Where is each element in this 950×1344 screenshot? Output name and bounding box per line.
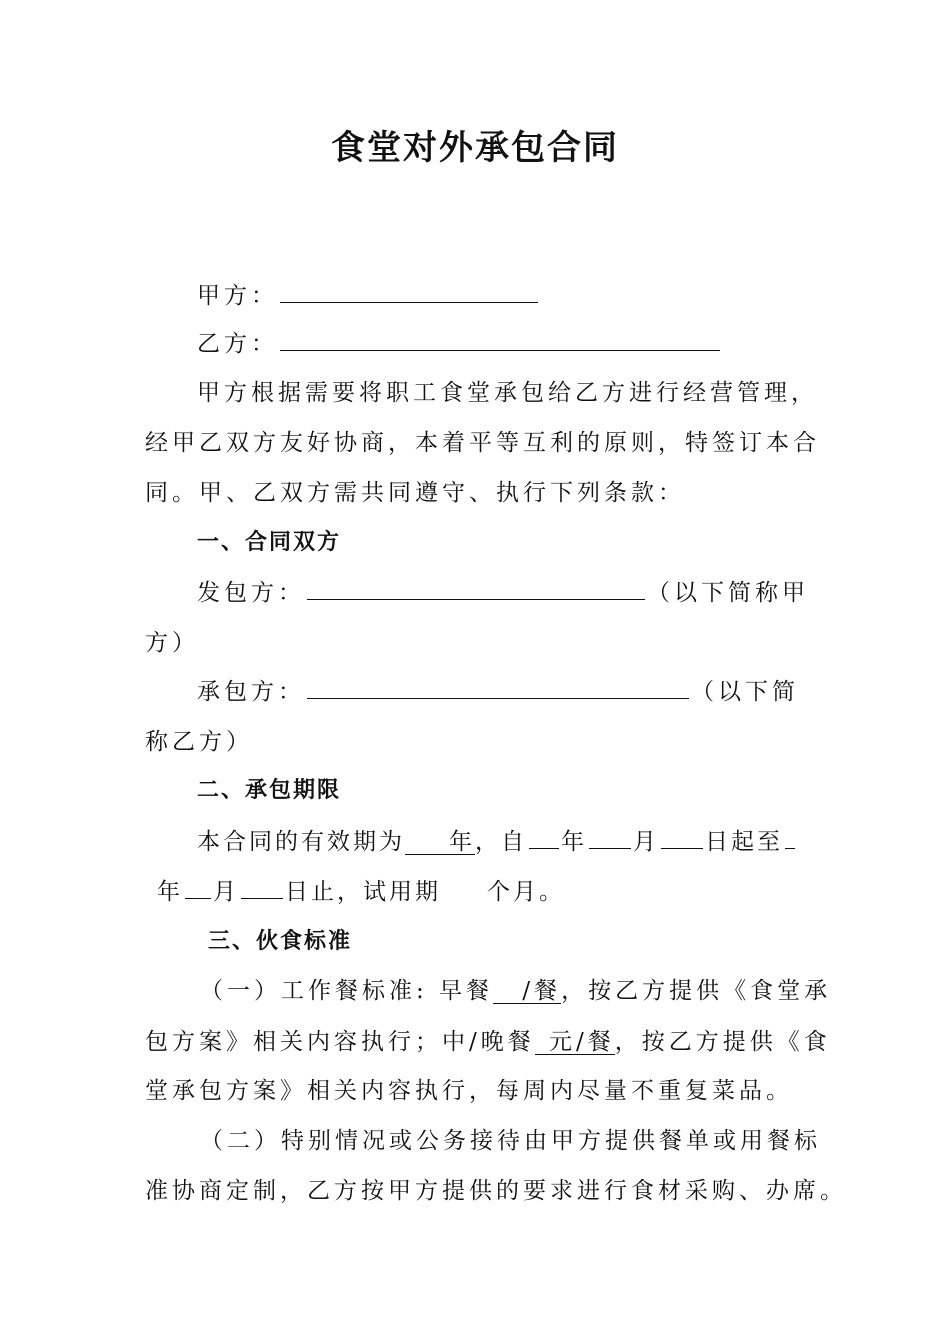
meal-lunch-label: 包方案》相关内容执行；中/晚餐 [145,1029,535,1055]
start-year-blank[interactable] [529,826,559,849]
term-years-field[interactable] [405,830,475,855]
party-b-line [197,328,877,360]
meal-line-3: 堂承包方案》相关内容执行，每周内尽量不重复菜品。 [145,1078,793,1104]
contractee-blank[interactable] [307,676,689,699]
contractor-blank[interactable] [307,577,645,600]
contractor-suffix: （以下简称甲 [647,580,809,606]
start-day-unit: 日起至 [705,829,783,855]
contractee-label: 承包方： [197,679,305,705]
meal-line-2-rest: ，按乙方提供《食 [614,1029,831,1055]
end-day-label: 日止，试用期 [285,879,441,905]
term-from-label: ，自 [475,829,527,855]
contractor-tail: 方） [145,630,199,656]
term-line-1 [197,826,877,858]
party-b-label: 乙方： [197,331,278,357]
special-line-2: 准协商定制，乙方按甲方提供的要求进行食材采购、办席。 [145,1178,847,1204]
end-month-unit: 月 [213,879,239,905]
contractor-line [197,577,877,609]
start-month-unit: 月 [633,829,659,855]
intro-line-1: 甲方根据需要将职工食堂承包给乙方进行经营管理， [197,380,818,406]
section-1-heading: 一、合同双方 [197,530,342,555]
breakfast-price-field[interactable] [493,979,561,1004]
term-label: 本合同的有效期为 [197,829,405,855]
lunch-price-field[interactable] [535,1030,615,1055]
term-year-unit: 年 [449,829,475,855]
meal-line-2 [145,1026,831,1058]
intro-line-3: 同。甲、乙双方需共同遵守、执行下列条款： [145,480,685,506]
meal-breakfast-label: （一）工作餐标准: 早餐 [200,978,494,1004]
contractee-line [197,676,877,708]
trial-months-unit: 个月。 [487,879,565,905]
intro-line-2: 经甲乙双方友好协商，本着平等互利的原则，特签订本合 [145,430,820,456]
end-month-blank[interactable] [185,876,211,899]
breakfast-unit: /餐 [522,978,562,1004]
party-a-line [197,280,877,312]
section-2-heading: 二、承包期限 [197,778,342,803]
special-line-1: （二）特别情况或公务接待由甲方提供餐单或用餐标 [200,1128,821,1154]
start-year-unit: 年 [561,829,587,855]
end-year-unit: 年 [157,879,183,905]
party-b-blank[interactable] [280,328,720,351]
contractee-suffix: （以下简 [691,679,799,705]
party-a-blank[interactable] [280,280,538,303]
start-day-blank[interactable] [661,826,703,849]
party-a-label: 甲方： [197,283,278,309]
end-day-blank[interactable] [241,876,283,899]
contractor-label: 发包方： [197,580,305,606]
contractee-tail: 称乙方） [145,729,253,755]
meal-line-1-rest: ，按乙方提供《食堂承 [561,978,832,1004]
end-year-blank-a[interactable] [785,826,795,849]
section-3-heading: 三、伙食标准 [208,929,353,954]
meal-line-1 [200,975,880,1007]
document-title: 食堂对外承包合同 [331,128,619,168]
start-month-blank[interactable] [589,826,631,849]
term-line-2 [145,876,825,908]
lunch-unit: 元/餐 [549,1029,615,1055]
